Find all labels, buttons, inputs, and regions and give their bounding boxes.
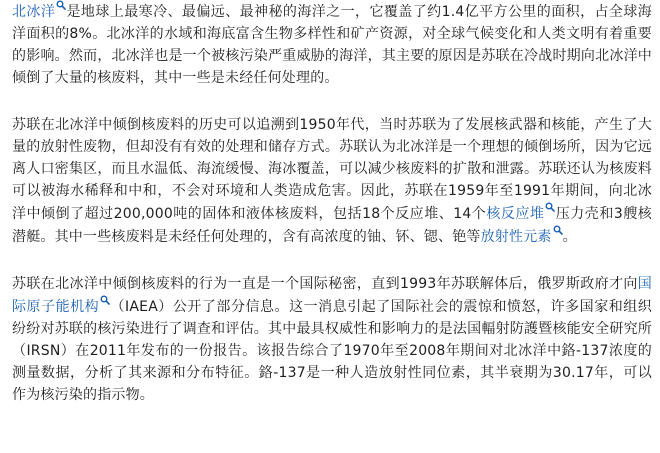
paragraph-text: 苏联在北冰洋中倾倒核废料的行为一直是一个国际秘密，直到1993年苏联解体后，俄罗斯政府才向 xyxy=(12,276,638,292)
search-icon[interactable] xyxy=(100,295,110,305)
link-radioactive-element[interactable] xyxy=(481,229,563,245)
paragraph-text: 。 xyxy=(562,229,577,245)
paragraph-text: 压力壳和3艘核潜艇。其中一些核废料是未经任何处理的，含有高浓度的铀、钚、锶、铯等 xyxy=(12,206,652,245)
link-text[interactable]: 放射性元素 xyxy=(480,229,552,245)
paragraph-text: 苏联在北冰洋中倾倒核废料的历史可以追溯到1950年代，当时苏联为了发展核武器和核能，产生了大量的放射性废物，但却没有有效的处理和储存方式。苏联认为北冰洋是一个理想的倾倒场所，因为它远离人口密集区，而且水温低、海流缓慢、海冰覆盖，可以减少核废料的扩散和泄露。苏联还认为核废料可以被海水稀释和中和，不会对环境和人类造成危害。因此，苏联在1959年至1991年期间，向北冰洋中倾倒了超过200,000吨的固体和液体核废料，包括18个反应堆、14个 xyxy=(12,117,652,222)
search-icon[interactable] xyxy=(56,0,66,10)
search-icon[interactable] xyxy=(545,202,555,212)
link-text[interactable]: 核反应堆 xyxy=(486,206,545,222)
search-icon[interactable] xyxy=(553,225,563,235)
paragraph xyxy=(12,0,652,89)
link-text[interactable]: 北冰洋 xyxy=(12,4,56,20)
paragraph xyxy=(12,273,652,406)
link-arctic-ocean[interactable] xyxy=(12,4,66,20)
paragraph xyxy=(12,114,652,248)
paragraph-text: 是地球上最寒冷、最偏远、最神秘的海洋之一，它覆盖了约1.4亿平方公里的面积，占全球海洋面积的8%。北冰洋的水域和海底富含生物多样性和矿产资源，对全球气候变化和人类文明有着重要的影响。然而，北冰洋也是一个被核污染严重威胁的海洋，其主要的原因是苏联在冷战时期向北冰洋中倾倒了大量的核废料，其中一些是未经任何处理的。 xyxy=(12,4,652,86)
link-nuclear-reactor[interactable] xyxy=(486,206,555,222)
link-text[interactable]: 国际原子能机构 xyxy=(12,276,652,315)
paragraph-text: （IAEA）公开了部分信息。这一消息引起了国际社会的震惊和愤怒，许多国家和组织纷纷对苏联的核污染进行了调查和评估。其中最具权威性和影响力的是法国輻射防護暨核能安全研究所（IRSN）在2011年发布的一份报告。该报告综合了1970年至2008年期间对北冰洋中鉻-137浓度的测量数据，分析了其来源和分布特征。鉻-137是一种人造放射性同位素，其半衰期为30.17年，可以作为核污染的指示物。 xyxy=(12,299,652,403)
